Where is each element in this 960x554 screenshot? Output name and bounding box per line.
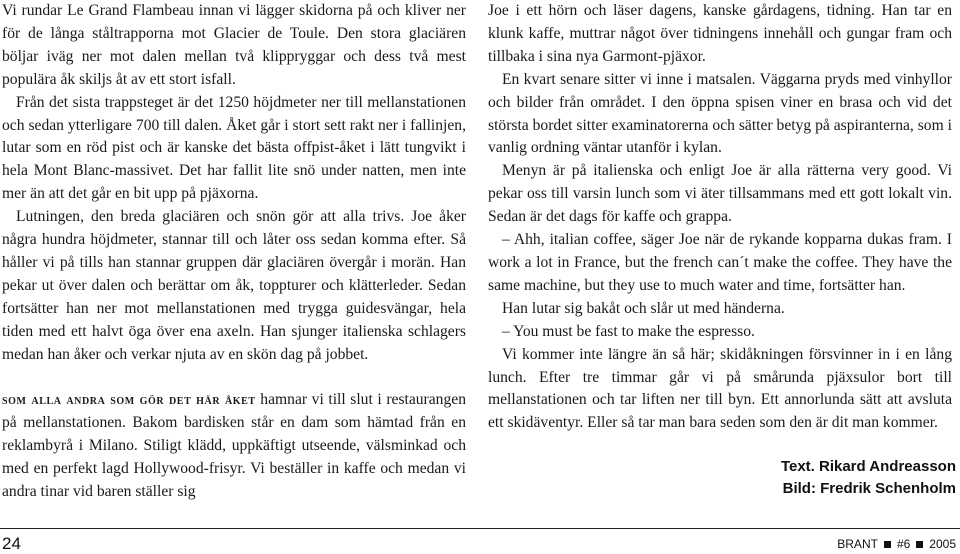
article-column-right [488,0,952,435]
square-bullet-icon [916,541,923,548]
paragraph: Vi kommer inte längre än så här; skidåkningen försvinner in i en lång lunch. Efter tre timmar går vi på smårunda pjäxsulor bort till mellanstationen och tar liften ner till byn. Ett annorlunda sätt att avsluta ett skidäventyr. Eller så tar man bara seden som den är dit man kommer. [488,345,952,432]
paragraph-section-start [2,389,466,505]
article-credits [781,456,956,500]
paragraph: Vi rundar Le Grand Flambeau innan vi lägger skidorna på och kliver ner för de långa ståltrapporna mot Glacier de Toule. Den stora glaciären böljar iväg ner mot dalen mellan två klippryggar och dess två mest populära åk skiljs åt av ett stort isfall. [2,2,466,88]
paragraph: Från det sista trappsteget är det 1250 höjdmeter ner till mellanstationen och sedan ytterligare 700 till dalen. Åket går i stort sett rakt ner i fallinjen, lutar som en röd pist och är kanske det bästa offpist-åket i lätt tungvikt i hela Mont Blanc-massivet. Det har fallit lite snö under natten, men inte mer än att det går en bit upp på pjäxorna. [2,93,466,203]
paragraph-quote: – Ahh, italian coffee, säger Joe när de rykande kopparna dukas fram. I work a lot in France, but the french can´t make the coffee. They have the same machine, but they use to much water and time, fortsätter han. [488,231,952,294]
square-bullet-icon [884,541,891,548]
footer-divider [0,528,960,529]
photo-credit: Bild: Fredrik Schenholm [782,480,956,497]
section-lead-in: som alla andra som gör det här åket [2,392,256,408]
paragraph: Menyn är på italienska och enligt Joe är alla rätterna very good. Vi pekar oss till varsin lunch som vi äter tillsammans med ett gott lokalt vin. Sedan är det dags för kaffe och grappa. [488,162,952,226]
magazine-name: BRANT [837,537,878,551]
footer-folio [837,537,956,551]
paragraph-text: hamnar vi till slut i restaurangen på mellanstationen. Bakom bardisken står en dam som hämtad från en reklambyrå i Milano. Stiligt klädd, uppkäftigt utseende, välsminkad och med en perfekt lagd Hollywood-frisyr. Vi beställer in kaffe och medan vi andra tinar vid baren ställer sig [2,390,466,501]
issue-year: 2005 [929,537,956,551]
page-number: 24 [2,534,21,553]
paragraph-quote: – You must be fast to make the espresso. [502,322,755,340]
issue-number: #6 [896,537,911,551]
paragraph: Lutningen, den breda glaciären och snön gör att alla trivs. Joe åker några hundra höjdmeter, stannar till och låter oss sedan komma efter. Så håller vi på tills han stannar gruppen där glaciären övergår i morän. Han pekar ut över dalen och berättar om åk, toppturer och klätterleder. Sedan fortsätter han ner mot mellanstationen med trygga guidesvängar, hela tiden med ett halvt öga över ena axeln. Han sjunger italienska schlagers medan han åker och verkar njuta av en skön dag på jobbet. [2,208,466,363]
paragraph: Han lutar sig bakåt och slår ut med händerna. [502,299,785,317]
text-credit: Text. Rikard Andreasson [780,458,956,475]
article-column-left [2,0,466,504]
paragraph: En kvart senare sitter vi inne i matsalen. Väggarna pryds med vinhyllor och bilder från området. I den öppna spisen viner en brasa och vid det största bordet sitter examinatorerna och sätter betyg på aspiranterna, som i vanlig ordning väntar utanför i kylan. [488,70,952,157]
paragraph: Joe i ett hörn och läser dagens, kanske gårdagens, tidning. Han tar en klunk kaffe, muttrar något över tidningens innehåll och gungar fram och tillbaka i sina nya Garmont-pjäxor. [488,2,952,65]
